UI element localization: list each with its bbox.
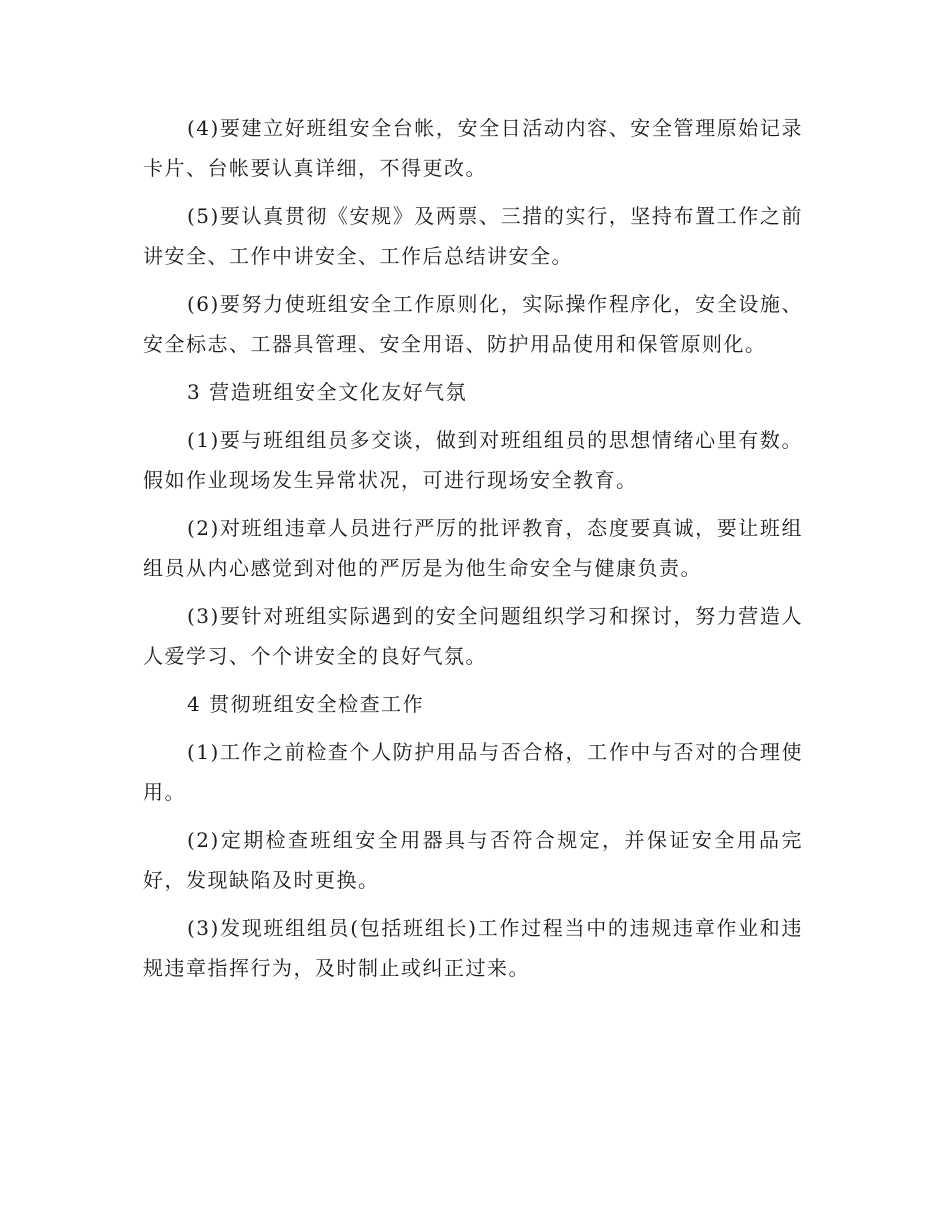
document-body	[143, 108, 803, 996]
paragraph-2-criticism: (2)对班组违章人员进行严厉的批评教育，态度要真诚，要让班组组员从内心感觉到对他的严厉是为他生命安全与健康负责。	[143, 516, 803, 580]
paragraph-5-regulations: (5)要认真贯彻《安规》及两票、三措的实行，坚持布置工作之前讲安全、工作中讲安全、工作后总结讲安全。	[143, 204, 803, 268]
paragraph-1-protective-gear: (1)工作之前检查个人防护用品与否合格，工作中与否对的合理使用。	[143, 740, 803, 804]
paragraph-3-violations: (3)发现班组组员(包括班组长)工作过程当中的违规违章作业和违规违章指挥行为，及时制止或纠正过来。	[143, 916, 803, 980]
paragraph-4-ledger: (4)要建立好班组安全台帐，安全日活动内容、安全管理原始记录卡片、台帐要认真详细，不得更改。	[143, 116, 803, 180]
section-heading-3: 3 营造班组安全文化友好气氛	[187, 380, 468, 404]
paragraph-6-standardization: (6)要努力使班组安全工作原则化，实际操作程序化，安全设施、安全标志、工器具管理、安全用语、防护用品使用和保管原则化。	[143, 292, 803, 356]
paragraph-1-communication: (1)要与班组组员多交谈，做到对班组组员的思想情绪心里有数。假如作业现场发生异常状况，可进行现场安全教育。	[143, 428, 803, 492]
section-heading-4: 4 贯彻班组安全检查工作	[187, 692, 425, 716]
paragraph-2-equipment-check: (2)定期检查班组安全用器具与否符合规定，并保证安全用品完好，发现缺陷及时更换。	[143, 828, 803, 892]
paragraph-3-learning: (3)要针对班组实际遇到的安全问题组织学习和探讨，努力营造人人爱学习、个个讲安全的良好气氛。	[143, 604, 803, 668]
